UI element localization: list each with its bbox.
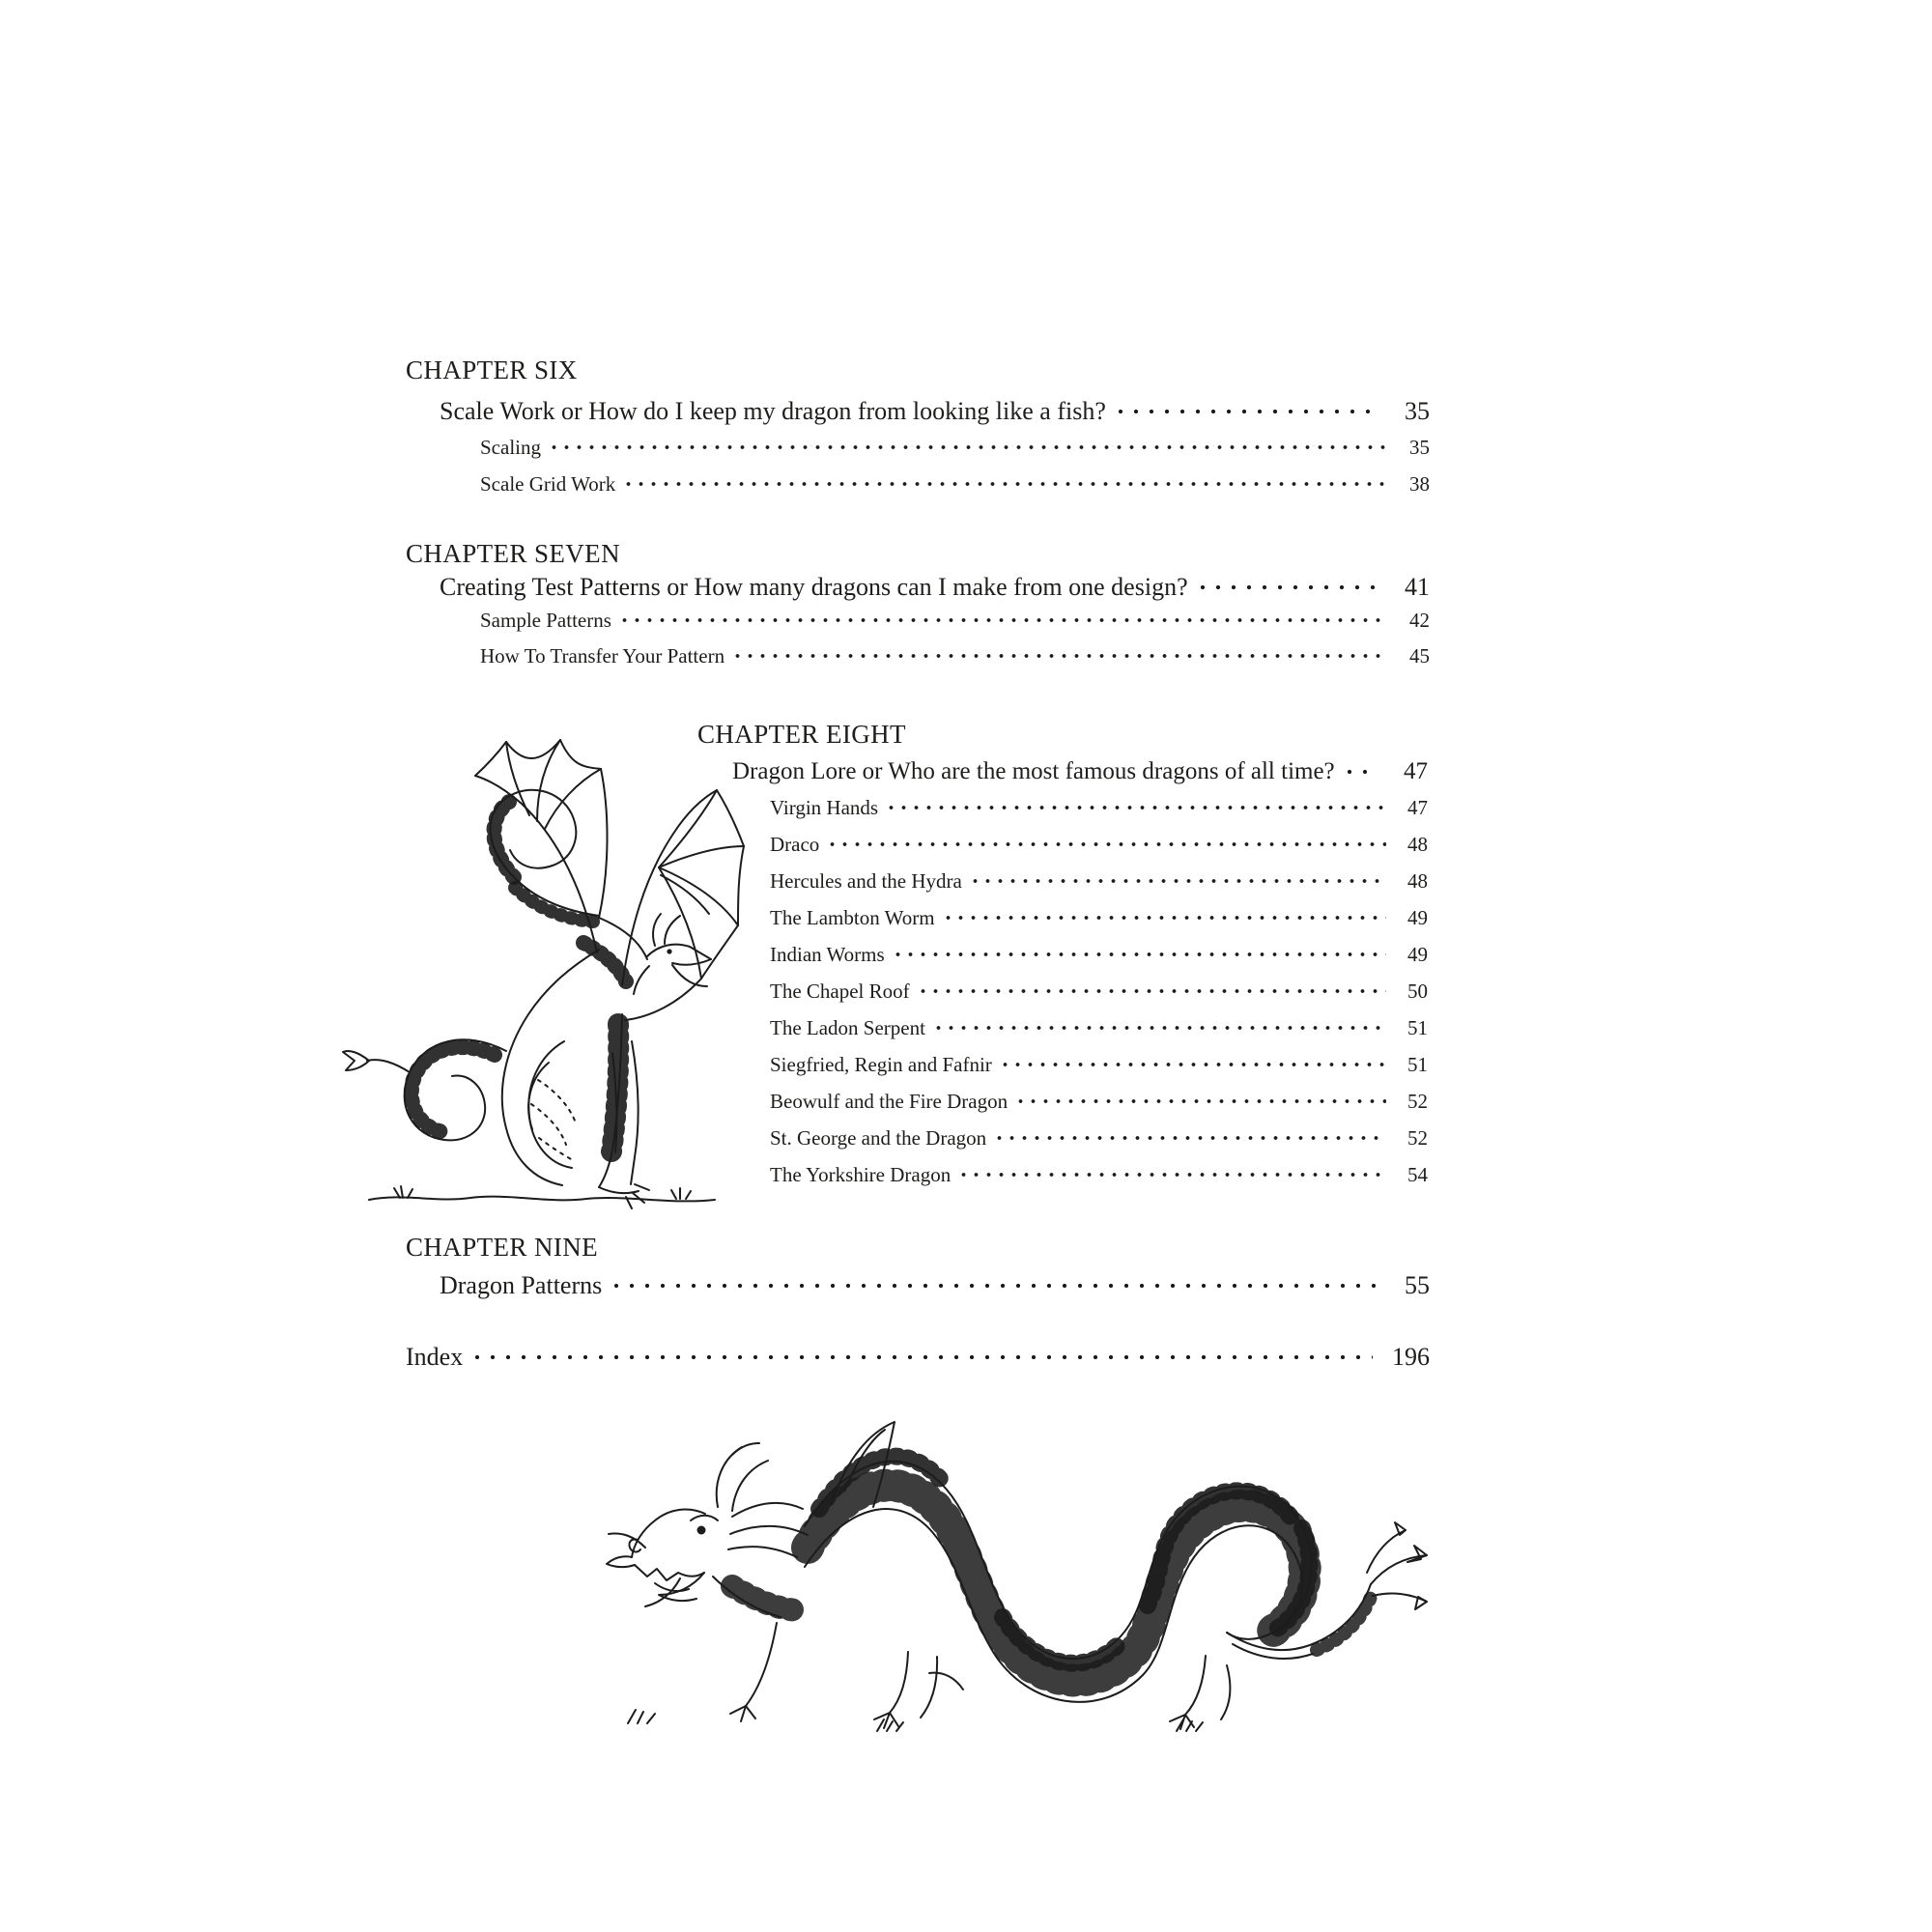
toc-entry-label: Scale Grid Work (480, 472, 616, 496)
toc-leader-dots (622, 471, 1388, 497)
toc-entry (480, 435, 1430, 460)
toc-entry-index (406, 1341, 1430, 1373)
toc-entry-label: Virgin Hands (770, 796, 879, 819)
toc-entry-label: Dragon Lore or Who are the most famous dragons of all time? (732, 758, 1335, 784)
toc-entry-label: Siegfried, Regin and Fafnir (770, 1053, 992, 1076)
toc-entry-label: The Lambton Worm (770, 906, 935, 929)
toc-leader-dots (1113, 395, 1380, 427)
toc-entry (770, 832, 1428, 857)
toc-entry-label: Scale Work or How do I keep my dragon from looking like a fish? (440, 397, 1106, 425)
toc-leader-dots (932, 1015, 1386, 1040)
toc-leader-dots (1342, 755, 1378, 787)
toc-page-number: 49 (1407, 943, 1428, 966)
toc-entry-label: Hercules and the Hydra (770, 869, 962, 893)
toc-leader-dots (993, 1125, 1386, 1151)
toc-entry-label: Beowulf and the Fire Dragon (770, 1090, 1009, 1113)
toc-entry (770, 905, 1428, 930)
western-dragon-illustration (340, 723, 746, 1220)
toc-leader-dots (731, 643, 1388, 668)
toc-entry-label: Creating Test Patterns or How many dragons can I make from one design? (440, 573, 1188, 601)
toc-entry (480, 608, 1430, 633)
toc-entry-label: The Ladon Serpent (770, 1016, 925, 1039)
toc-leader-dots (618, 608, 1388, 633)
toc-entry (770, 795, 1428, 820)
toc-entry (480, 471, 1430, 497)
toc-leader-dots (892, 942, 1386, 967)
toc-leader-dots (469, 1341, 1373, 1373)
toc-entry-label: Indian Worms (770, 943, 885, 966)
toc-page-number: 51 (1407, 1053, 1428, 1076)
toc-entry-label: Draco (770, 833, 820, 856)
chapter-six-heading: CHAPTER SIX (406, 355, 578, 384)
eastern-dragon-illustration (587, 1412, 1442, 1746)
toc-leader-dots (548, 435, 1388, 460)
toc-entry-label: The Chapel Roof (770, 980, 910, 1003)
toc-entry (440, 571, 1430, 603)
toc-entry (440, 395, 1430, 427)
toc-entry (732, 755, 1428, 787)
toc-entry-label: Sample Patterns (480, 609, 611, 632)
chapter-seven-heading: CHAPTER SEVEN (406, 539, 620, 568)
toc-page-number: 42 (1409, 609, 1430, 632)
toc-page-number: 52 (1407, 1126, 1428, 1150)
toc-leader-dots (826, 832, 1386, 857)
toc-leader-dots (885, 795, 1386, 820)
toc-entry (770, 1089, 1428, 1114)
toc-page-number: 196 (1392, 1343, 1430, 1371)
toc-leader-dots (999, 1052, 1386, 1077)
toc-entry (770, 979, 1428, 1004)
chapter-eight-heading: CHAPTER EIGHT (697, 720, 906, 749)
toc-leader-dots (969, 868, 1386, 894)
toc-page-number: 51 (1407, 1016, 1428, 1039)
toc-entry (440, 1269, 1430, 1301)
toc-entry (770, 868, 1428, 894)
toc-entry-label: Scaling (480, 436, 541, 459)
toc-page-number: 47 (1407, 796, 1428, 819)
toc-entry (770, 1162, 1428, 1187)
toc-page-number: 49 (1407, 906, 1428, 929)
toc-page-number: 47 (1404, 758, 1428, 784)
toc-entry (770, 1015, 1428, 1040)
toc-page-number: 48 (1407, 869, 1428, 893)
toc-leader-dots (942, 905, 1386, 930)
toc-page-number: 38 (1409, 472, 1430, 496)
toc-leader-dots (1014, 1089, 1386, 1114)
toc-page-number: 50 (1407, 980, 1428, 1003)
toc-page-number: 35 (1405, 397, 1430, 425)
toc-entry-label: How To Transfer Your Pattern (480, 644, 725, 668)
toc-leader-dots (957, 1162, 1386, 1187)
toc-page-number: 54 (1407, 1163, 1428, 1186)
toc-entry-label: St. George and the Dragon (770, 1126, 987, 1150)
toc-entry (480, 643, 1430, 668)
chapter-nine-heading: CHAPTER NINE (406, 1233, 599, 1262)
toc-page-number: 35 (1409, 436, 1430, 459)
toc-entry-label: Dragon Patterns (440, 1271, 603, 1299)
toc-leader-dots (917, 979, 1386, 1004)
toc-entry-label: Index (406, 1343, 464, 1371)
toc-entry (770, 1125, 1428, 1151)
toc-leader-dots (1195, 571, 1380, 603)
toc-entry (770, 1052, 1428, 1077)
toc-page-number: 45 (1409, 644, 1430, 668)
toc-entry (770, 942, 1428, 967)
toc-page-number: 52 (1407, 1090, 1428, 1113)
toc-page-number: 48 (1407, 833, 1428, 856)
toc-entry-label: The Yorkshire Dragon (770, 1163, 952, 1186)
toc-page-number: 41 (1405, 573, 1430, 601)
toc-page-number: 55 (1405, 1271, 1430, 1299)
toc-leader-dots (609, 1269, 1380, 1301)
